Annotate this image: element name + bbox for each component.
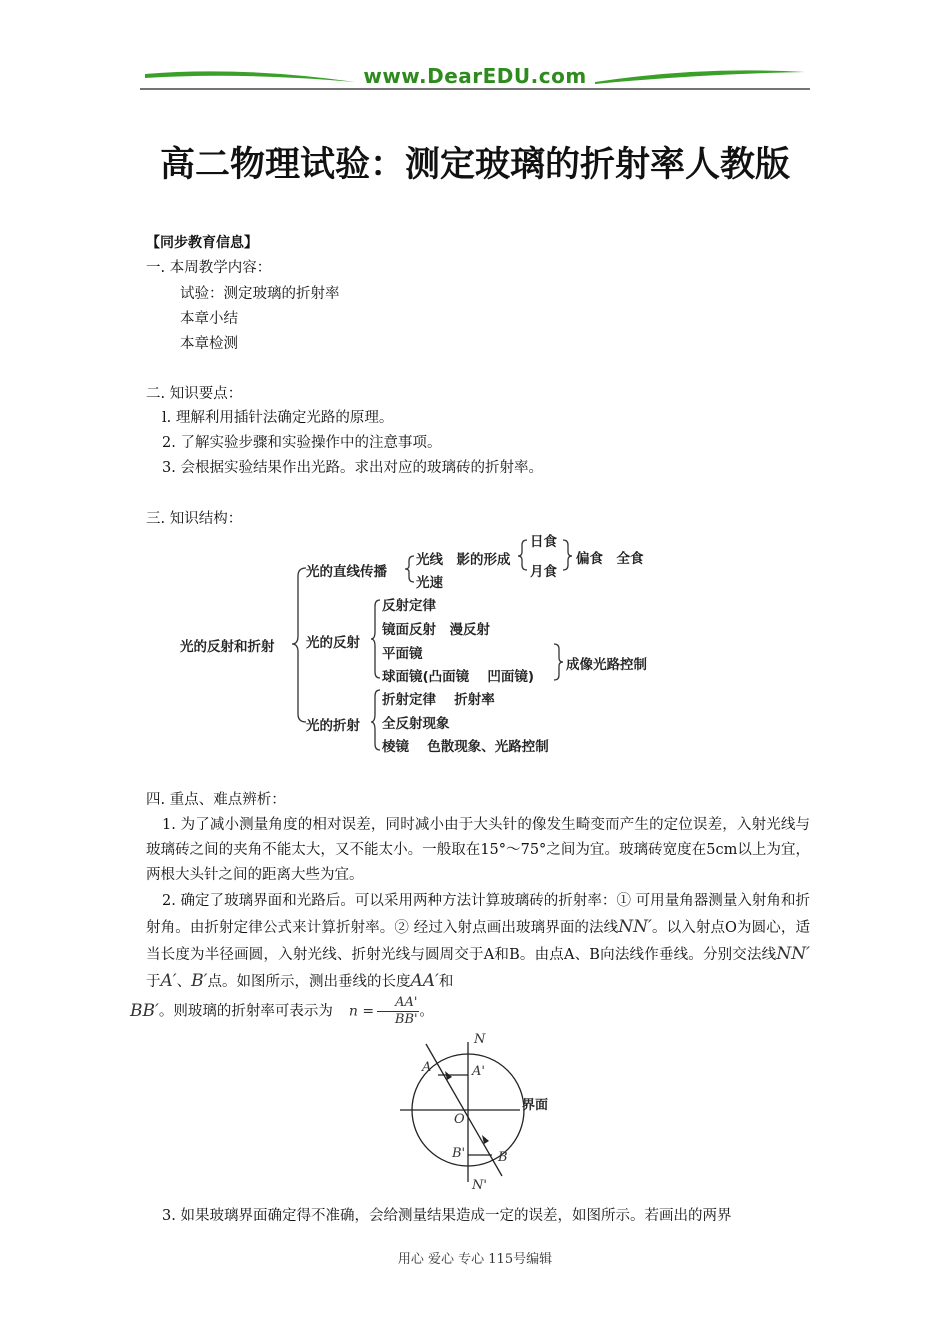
tree-light-speed: 光速 [416, 575, 443, 591]
section2-item: l. 理解利用插针法确定光路的原理。 [162, 410, 394, 426]
formula-numerator: AA' [377, 995, 419, 1012]
tree-eclipse-types: 偏食 全食 [576, 551, 644, 567]
header-site-url: www.DearEDU.com [363, 64, 587, 88]
tree-total-reflection: 全反射现象 [382, 716, 450, 732]
section1-item: 本章检测 [180, 336, 238, 352]
section1-heading: 一. 本周教学内容： [146, 260, 272, 276]
refraction-figure [398, 1030, 568, 1200]
paragraph-2-text-a: 2. 确定了玻璃界面和光路后。可以采用两种方法计算玻璃砖的折射率：① 可用量角器测量入射角和折射角。由折射定律公式来计算折射率。② 经过入射点画出玻璃界面的法线 [146, 893, 810, 936]
symbol-a-prime: A′ [160, 971, 177, 991]
paragraph-2 [130, 888, 810, 1028]
symbol-nn-prime: NN′ [618, 917, 652, 937]
knowledge-tree [180, 528, 680, 760]
tree-root: 光的反射和折射 [180, 639, 275, 655]
paragraph-2-end: 。 [419, 1003, 434, 1020]
formula-n [333, 995, 420, 1028]
refraction-diagram [398, 1030, 568, 1200]
symbol-aa-prime: AA′ [410, 971, 439, 991]
tree-specular-diffuse: 镜面反射 漫反射 [382, 622, 490, 638]
tree-light-ray-shadow: 光线 影的形成 [416, 552, 511, 568]
tree-branch-reflection: 光的反射 [306, 635, 360, 651]
tree-prism: 棱镜 色散现象、光路控制 [382, 739, 549, 755]
symbol-bb-prime: BB′ [130, 1000, 159, 1021]
section1-item: 试验：测定玻璃的折射率 [180, 286, 340, 302]
section1-item: 本章小结 [180, 311, 238, 327]
figure-label-n: N [474, 1032, 486, 1047]
tree-reflection-law: 反射定律 [382, 598, 436, 614]
tree-imaging-control: 成像光路控制 [566, 657, 647, 673]
page-footer: 用心 爱心 专心 115号编辑 [397, 1252, 553, 1267]
figure-label-a: A [422, 1060, 432, 1075]
paragraph-3-text: 3. 如果玻璃界面确定得不准确，会给测量结果造成一定的误差，如图所示。若画出的两界 [162, 1208, 732, 1224]
figure-label-b: B [498, 1150, 508, 1165]
paragraph-2-sep: 、 [176, 974, 192, 990]
figure-label-n-prime: N' [472, 1178, 487, 1193]
paragraph-1-text: 1. 为了减小测量角度的相对误差，同时减小由于大头针的像发生畸变而产生的定位误差，入射光线与玻璃砖之间的夹角不能太大，又不能太小。一般取在15°～75°之间为宜。玻璃砖宽度在5cm以上为宜，两根大头针之间的距离大些为宜。 [146, 817, 810, 883]
tree-plane-mirror: 平面镜 [382, 646, 423, 662]
tree-lunar-eclipse: 月食 [530, 564, 557, 580]
paragraph-2-text-e: 。则玻璃的折射率可表示为 [158, 1003, 333, 1020]
figure-label-o: O [454, 1112, 465, 1127]
symbol-b-prime: B′ [191, 971, 208, 991]
page-title: 高二物理试验：测定玻璃的折射率人教版 [159, 144, 790, 185]
figure-label-a-prime: A' [472, 1064, 485, 1079]
figure-label-b-prime: B' [452, 1146, 466, 1161]
paragraph-3 [146, 1204, 810, 1229]
formula-denominator: BB' [394, 1012, 418, 1027]
paragraph-2-text-d: 点。如图所示，测出垂线的长度 [207, 974, 411, 990]
paragraph-2-and: 和 [438, 974, 454, 990]
paragraph-2-text-c: 于 [146, 974, 161, 990]
tree-solar-eclipse: 日食 [530, 534, 557, 550]
symbol-nn-prime: NN′ [776, 944, 810, 964]
info-label: 【同步教育信息】 [146, 235, 258, 251]
tree-spherical-mirror: 球面镜(凸面镜 凹面镜) [382, 669, 535, 685]
formula-fraction [377, 995, 419, 1028]
tree-branch-refraction: 光的折射 [306, 718, 360, 734]
tree-refraction-law: 折射定律 折射率 [382, 692, 495, 708]
paragraph-1 [146, 813, 810, 888]
section2-item: 3. 会根据实验结果作出光路。求出对应的玻璃砖的折射率。 [162, 460, 543, 476]
section2-item: 2. 了解实验步骤和实验操作中的注意事项。 [162, 435, 442, 451]
tree-branch-propagation: 光的直线传播 [306, 564, 387, 580]
formula-n-label: n = [348, 1003, 375, 1020]
section4-heading: 四. 重点、难点辨析： [146, 792, 286, 808]
header-banner [140, 62, 810, 94]
section2-heading: 二. 知识要点： [146, 386, 243, 402]
section3-heading: 三. 知识结构： [146, 511, 243, 527]
paragraph-2-text-b: 。以入射点O为圆心，适当长度为半径画圆，入射光线、折射光线与圆周交于A和B。由点A、B向法线作垂线。分别交法线 [146, 920, 810, 963]
figure-label-interface: 界面 [522, 1098, 549, 1113]
